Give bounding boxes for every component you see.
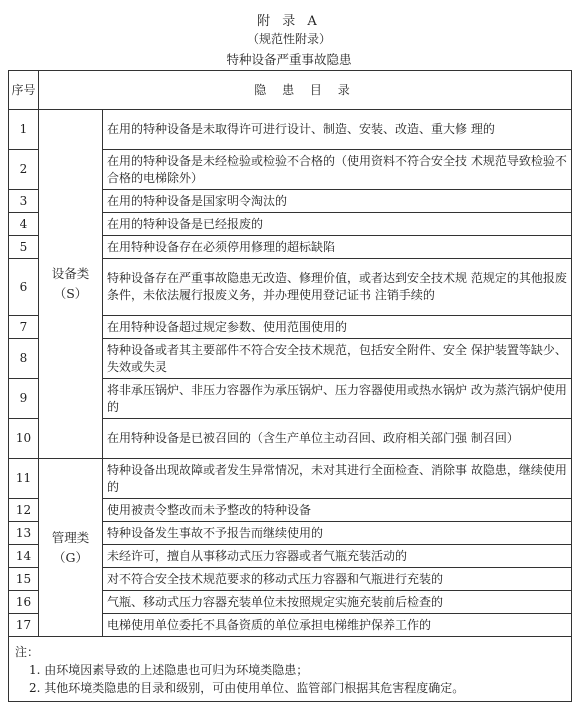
row-no: 13 <box>9 522 39 545</box>
row-no: 6 <box>9 259 39 316</box>
note-item: 2. 其他环境类隐患的目录和级别，可由使用单位、监管部门根据其危害程度确定。 <box>29 681 465 695</box>
row-no: 11 <box>9 459 39 499</box>
row-text: 在用的特种设备是未经检验或检验不合格的（使用资料不符合安全技 术规范导致检验不合格的电梯除外） <box>103 150 572 190</box>
row-text: 在用的特种设备是国家明令淘汰的 <box>103 190 572 213</box>
appendix-title: 附 录 A <box>257 14 321 29</box>
category-equipment: 设备类（S） <box>39 110 103 459</box>
row-text: 特种设备出现故障或者发生异常情况，未对其进行全面检查、消除事 故隐患，继续使用的 <box>103 459 572 499</box>
row-no: 12 <box>9 499 39 522</box>
row-no: 9 <box>9 379 39 419</box>
notes-cell <box>9 637 572 702</box>
row-text: 在用的特种设备是已经报废的 <box>103 213 572 236</box>
row-no: 1 <box>9 110 39 150</box>
row-text: 气瓶、移动式压力容器充装单位未按照规定实施充装前后检查的 <box>103 591 572 614</box>
row-text: 在用特种设备存在必须停用修理的超标缺陷 <box>103 236 572 259</box>
document-title: 特种设备严重事故隐患 <box>226 52 352 67</box>
row-no: 15 <box>9 568 39 591</box>
note-item: 1. 由环境因素导致的上述隐患也可归为环境类隐患； <box>29 663 309 677</box>
col-no-header: 序号 <box>9 71 39 110</box>
row-text: 在用特种设备是已被召回的（含生产单位主动召回、政府相关部门强 制召回） <box>103 419 572 459</box>
row-text: 在用的特种设备是未取得许可进行设计、制造、安装、改造、重大修 理的 <box>103 110 572 150</box>
row-no: 10 <box>9 419 39 459</box>
row-text: 特种设备存在严重事故隐患无改造、修理价值，或者达到安全技术规 范规定的其他报废条件，未依法履行报废义务，并办理使用登记证书 注销手续的 <box>103 259 572 316</box>
row-text: 在用特种设备超过规定参数、使用范围使用的 <box>103 316 572 339</box>
table-row <box>9 110 572 150</box>
col-hazard-header: 隐 患 目 录 <box>39 71 572 110</box>
row-no: 7 <box>9 316 39 339</box>
row-no: 8 <box>9 339 39 379</box>
row-text: 特种设备发生事故不予报告而继续使用的 <box>103 522 572 545</box>
row-no: 2 <box>9 150 39 190</box>
table-row <box>9 459 572 499</box>
row-no: 4 <box>9 213 39 236</box>
row-no: 5 <box>9 236 39 259</box>
row-no: 17 <box>9 614 39 637</box>
row-no: 16 <box>9 591 39 614</box>
notes-row <box>9 637 572 702</box>
row-text: 使用被责令整改而未予整改的特种设备 <box>103 499 572 522</box>
row-text: 特种设备或者其主要部件不符合安全技术规范，包括安全附件、安全 保护装置等缺少、失效或失灵 <box>103 339 572 379</box>
row-text: 对不符合安全技术规范要求的移动式压力容器和气瓶进行充装的 <box>103 568 572 591</box>
row-text: 电梯使用单位委托不具备资质的单位承担电梯维护保养工作的 <box>103 614 572 637</box>
hazard-table <box>8 70 572 702</box>
appendix-subtitle: （规范性附录） <box>246 32 331 46</box>
row-no: 14 <box>9 545 39 568</box>
table-header-row <box>9 71 572 110</box>
row-text: 未经许可，擅自从事移动式压力容器或者气瓶充装活动的 <box>103 545 572 568</box>
row-text: 将非承压锅炉、非压力容器作为承压锅炉、压力容器使用或热水锅炉 改为蒸汽锅炉使用的 <box>103 379 572 419</box>
category-management: 管理类（G） <box>39 459 103 637</box>
row-no: 3 <box>9 190 39 213</box>
notes-title: 注： <box>15 645 40 659</box>
